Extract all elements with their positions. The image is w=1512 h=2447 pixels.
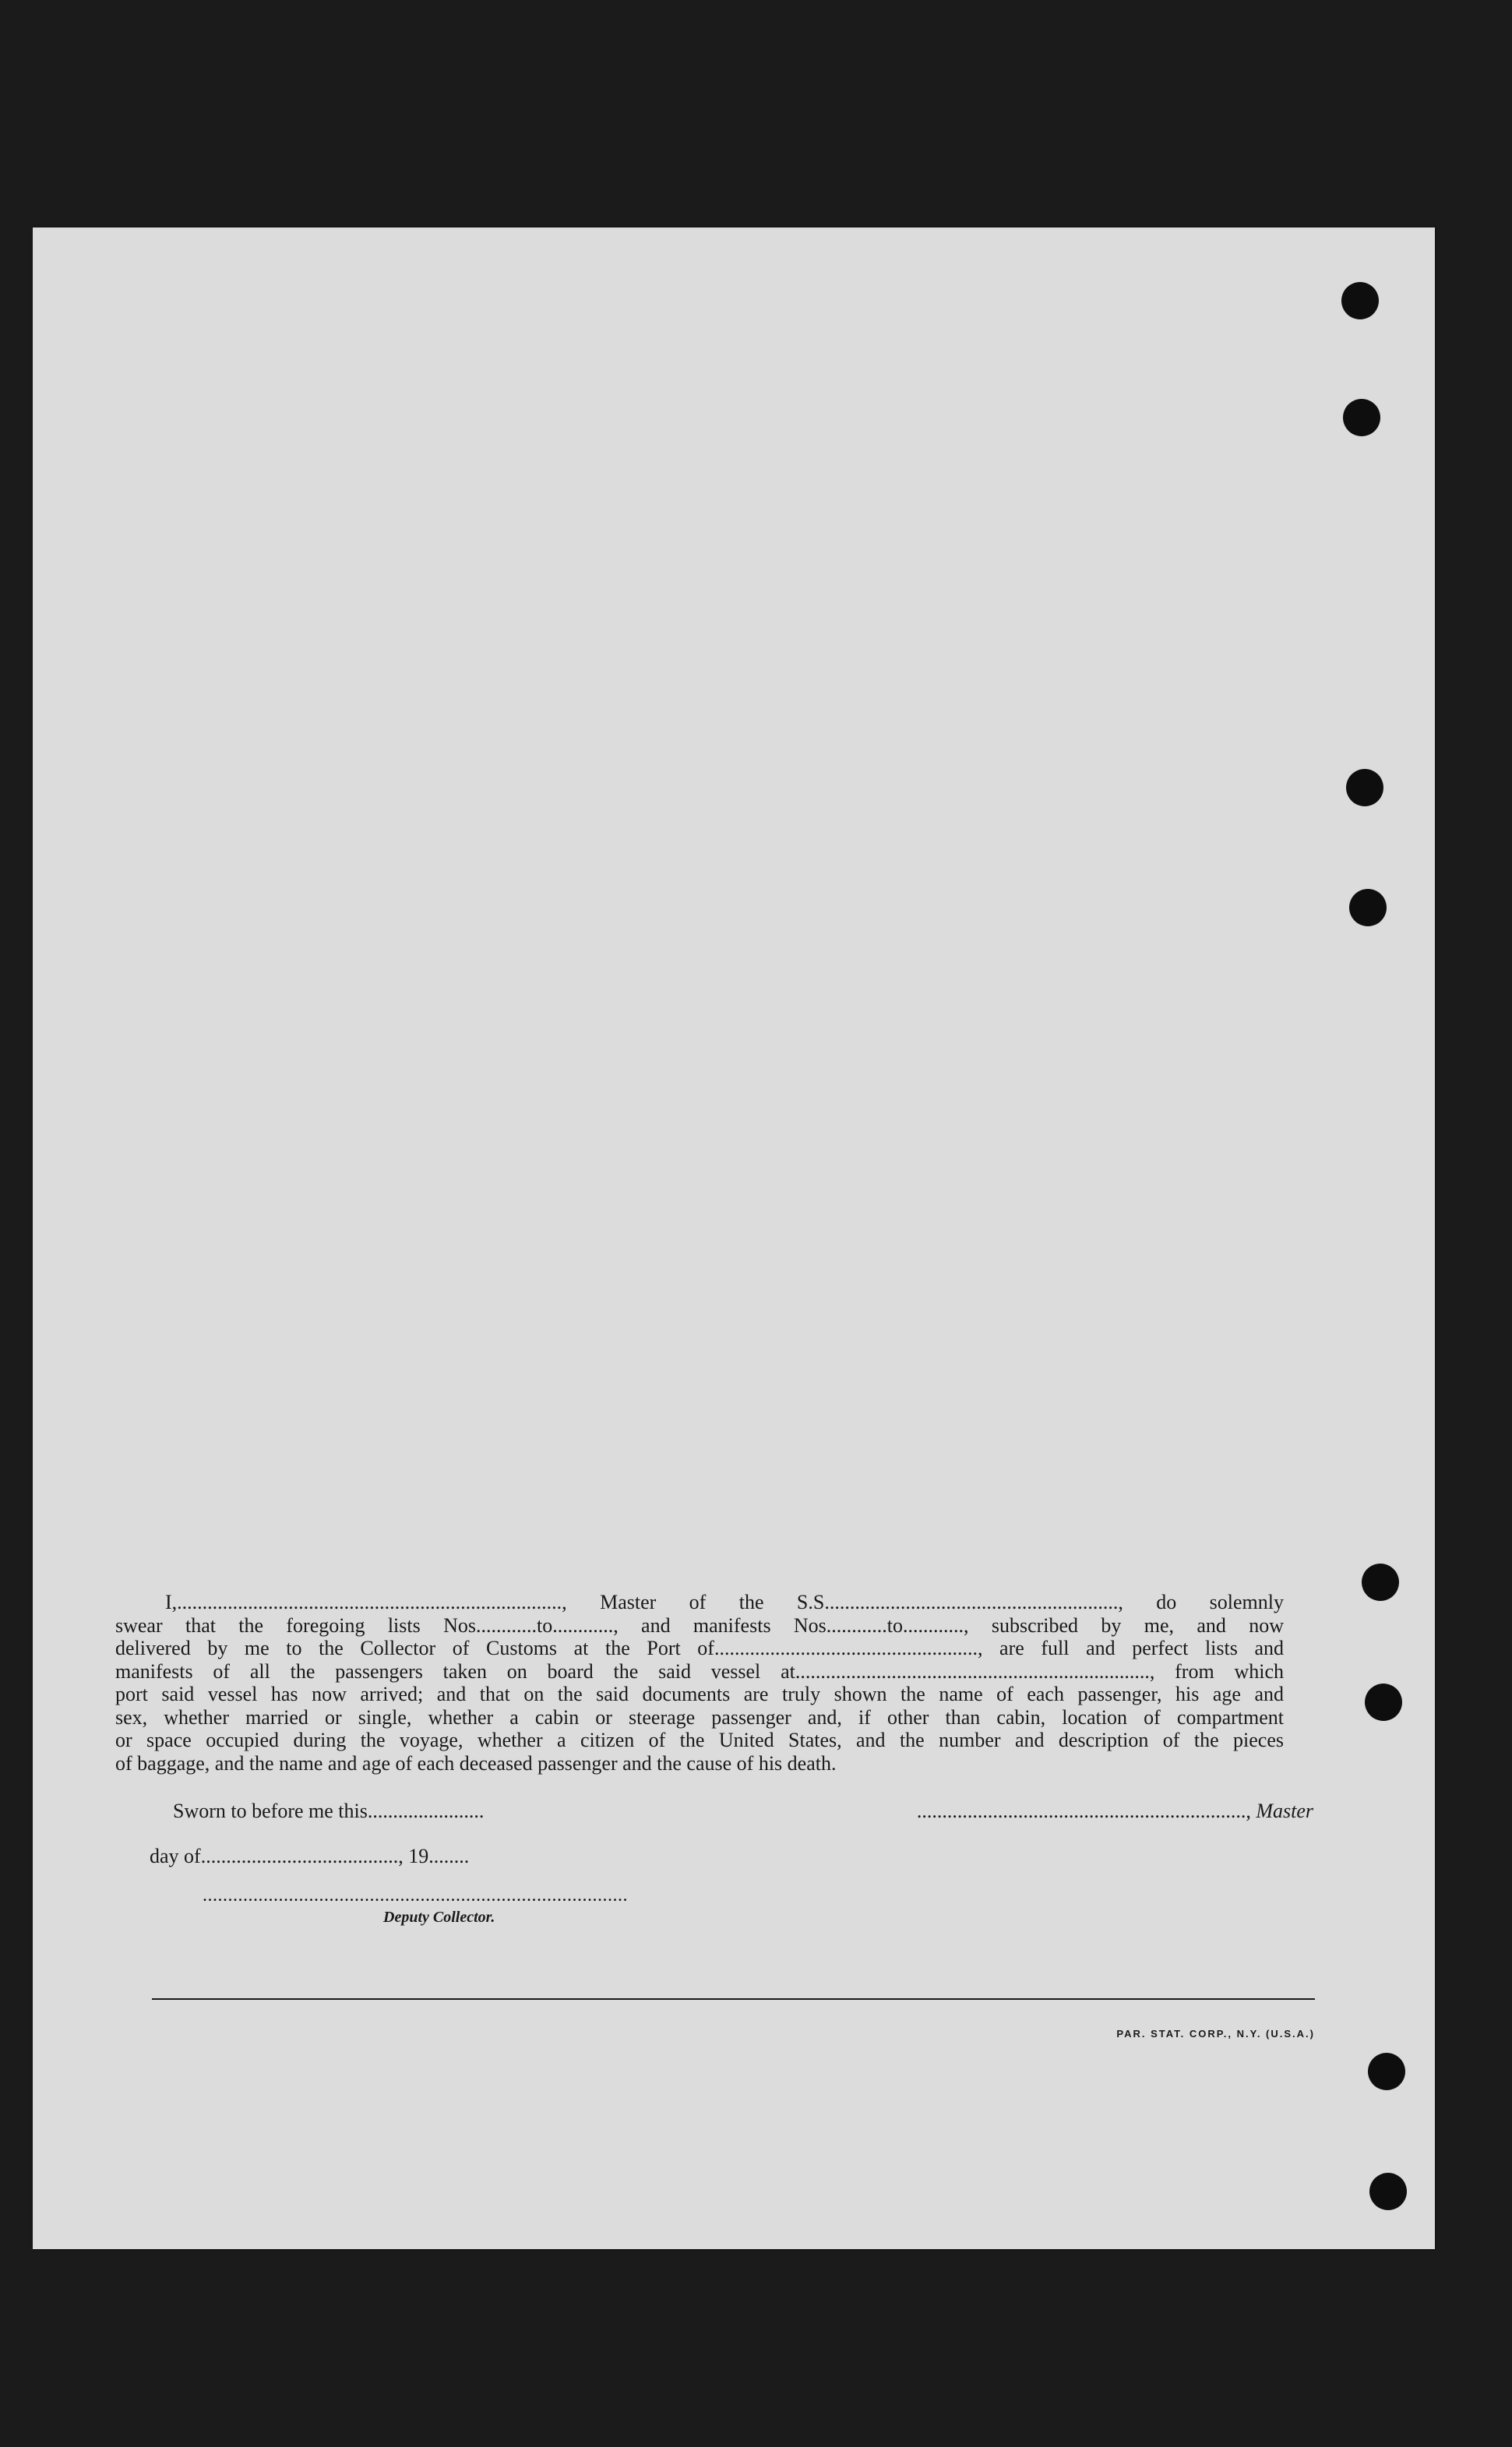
oath-line: port said vessel has now arrived; and that on the said documents are truly shown the name of each passenger, his age and [115,1683,1284,1705]
oath-line: or space occupied during the voyage, whether a citizen of the United States, and the number and description of the pieces [115,1729,1284,1751]
punch-hole-icon [1365,1684,1402,1721]
oath-line: delivered by me to the Collector of Customs at the Port of...................................................., are full and perfect lists and [115,1637,1284,1659]
master-oath-paragraph [115,1591,1284,1775]
master-signature-dots: ................................................................., [916,1800,1251,1822]
oath-line: manifests of all the passengers taken on board the said vessel at......................................................................, from which [115,1659,1284,1683]
punch-hole-icon [1343,399,1380,436]
oath-line: sex, whether married or single, whether a cabin or steerage passenger and, if other than cabin, location of compartment [115,1705,1284,1729]
oath-line: swear that the foregoing lists Nos............to............, and manifests Nos............to............, subscribed by me, and now [115,1613,1284,1637]
day-of-field: day of......................................., 19........ [150,1845,470,1867]
sworn-before-field: Sworn to before me this....................... [173,1800,485,1822]
punch-hole-icon [1368,2053,1405,2090]
punch-hole-icon [1362,1564,1399,1601]
manifest-sheet [33,227,1435,2249]
deputy-collector-signature-line: .................................................................................... [203,1885,628,1906]
oath-line: I,............................................................................, Master of the S.S.........................................................., do solemnly [165,1591,1284,1613]
footer-rule [152,1998,1315,2000]
punch-hole-icon [1341,282,1379,319]
master-label: Master [1256,1800,1313,1822]
deputy-collector-label: Deputy Collector. [383,1909,495,1926]
oath-line: of baggage, and the name and age of each deceased passenger and the cause of his death. [115,1751,837,1775]
printer-imprint: PAR. STAT. CORP., N.Y. (U.S.A.) [1116,2028,1315,2040]
punch-hole-icon [1349,889,1387,926]
punch-hole-icon [1346,769,1383,806]
master-signature-line [830,1800,1313,1823]
punch-hole-icon [1369,2173,1407,2210]
